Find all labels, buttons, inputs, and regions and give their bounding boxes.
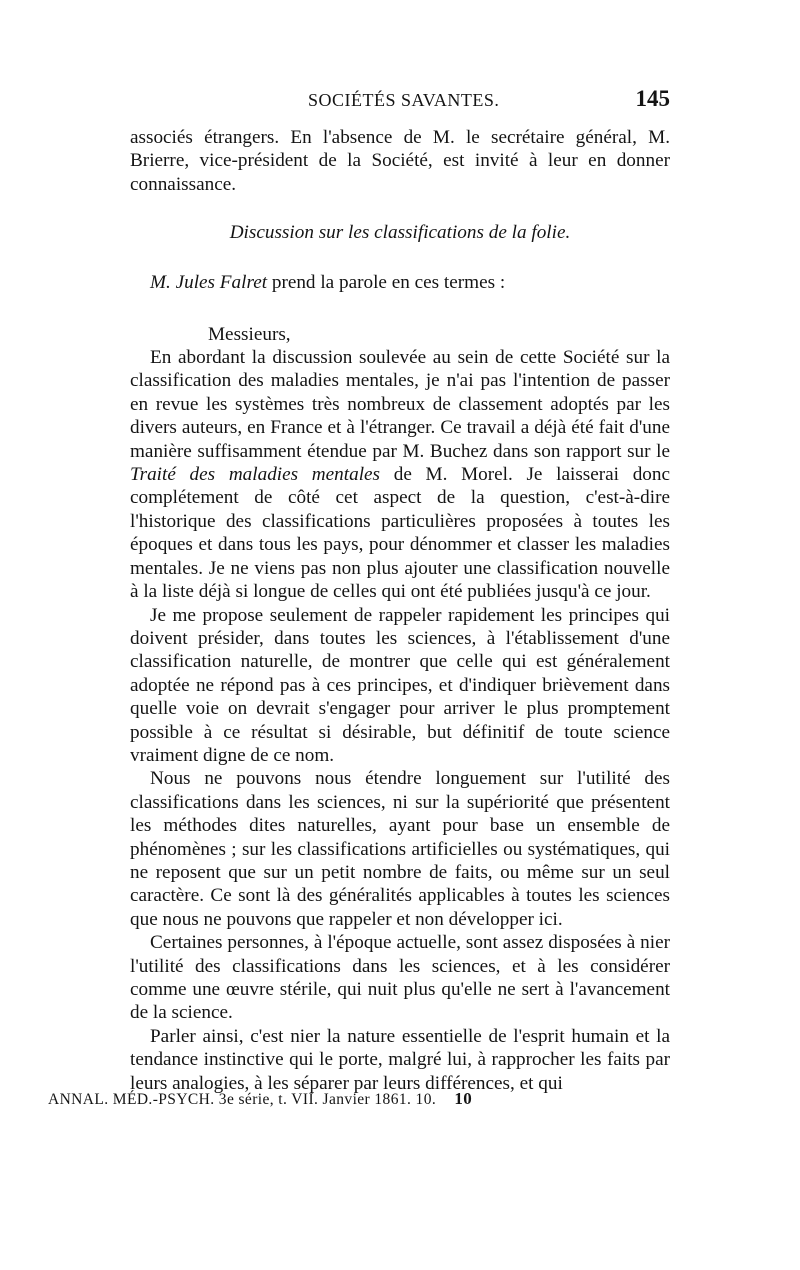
intro-paragraph: associés étrangers. En l'absence de M. le secrétaire général, M. Brierre, vice-président de la Société, est invité à leur en donner connaissance. — [130, 127, 670, 195]
sheet-marker: 10. — [415, 1091, 437, 1108]
book-title-reference: Traité des maladies mentales — [130, 464, 381, 486]
salutation: Messieurs, — [208, 323, 291, 345]
speaker-prefix: M. — [150, 272, 171, 294]
journal-details: 3e série, t. VII. Janvier 1861. — [218, 1091, 412, 1108]
paragraph-5: Parler ainsi, c'est nier la nature essentielle de l'esprit humain et la tendance instinctive qui le porte, malgré lui, à rapprocher les faits par leurs analogies, à les séparer par leurs différences, et qui — [130, 1025, 670, 1094]
speaker-line — [130, 271, 670, 294]
paragraph-3: Nous ne pouvons nous étendre longuement sur l'utilité des classifications dans les sciences, ni sur la supériorité que présentent les méthodes dites naturelles, ayant pour base un ensemble de phénomènes ; sur les classifications artificielles ou systématiques, qui ne reposent que sur un petit nombre de faits, ou même sur un seul caractère. Ce sont là des généralités applicables à toutes les sciences que nous ne pouvons que rappeler et non développer ici. — [130, 768, 670, 930]
paragraph-2: Je me propose seulement de rappeler rapidement les principes qui doivent présider, dans toutes les sciences, à l'établissement d'une classification naturelle, de montrer que celle qui est généralement adoptée ne répond pas à ces principes, et d'indiquer brièvement dans quelle voie on devrait s'engager pour arriver le plus promptement possible à ce résultat si désirable, but définitif de toute science vraiment digne de ce nom. — [130, 604, 670, 766]
book-page — [130, 86, 670, 1095]
paragraph-4: Certaines personnes, à l'époque actuelle, sont assez disposées à nier l'utilité des classifications dans les sciences, et à les considérer comme une œuvre stérile, qui nuit plus qu'elle ne sert à l'avancement de la science. — [130, 932, 670, 1024]
page-footer — [48, 1089, 648, 1109]
section-title: Discussion sur les classifications de la folie. — [229, 222, 571, 244]
paragraph-1-part-2: de M. Morel. Je laisserai donc complétement de côté cet aspect de la question, c'est-à-dire l'historique des classifications particulières proposées à toutes les époques et dans tous les pays, pour dénommer et classer les maladies mentales. Je ne viens pas non plus ajouter une classification nouvelle à la liste déjà si longue de celles qui ont été publiées jusqu'à ce jour. — [130, 464, 671, 603]
running-head: SOCIÉTÉS SAVANTES. — [308, 90, 500, 110]
speaker-intro: prend la parole en ces termes : — [271, 272, 506, 294]
journal-abbreviation: ANNAL. MÉD.-PSYCH. — [48, 1091, 215, 1108]
page-number: 145 — [635, 86, 670, 111]
speaker-name: Jules Falret — [175, 272, 268, 294]
paragraph-1 — [130, 346, 670, 603]
paragraph-1-part-1: En abordant la discussion soulevée au sein de cette Société sur la classification des maladies mentales, je n'ai pas l'intention de passer en revue les systèmes très nombreux de classement adoptés par les divers auteurs, en France et à l'étranger. Ce travail a déjà été fait d'une manière suffisamment étendue par M. Buchez dans son rapport sur le — [130, 347, 670, 462]
signature-mark: 10 — [454, 1089, 473, 1108]
page-header — [130, 86, 670, 126]
